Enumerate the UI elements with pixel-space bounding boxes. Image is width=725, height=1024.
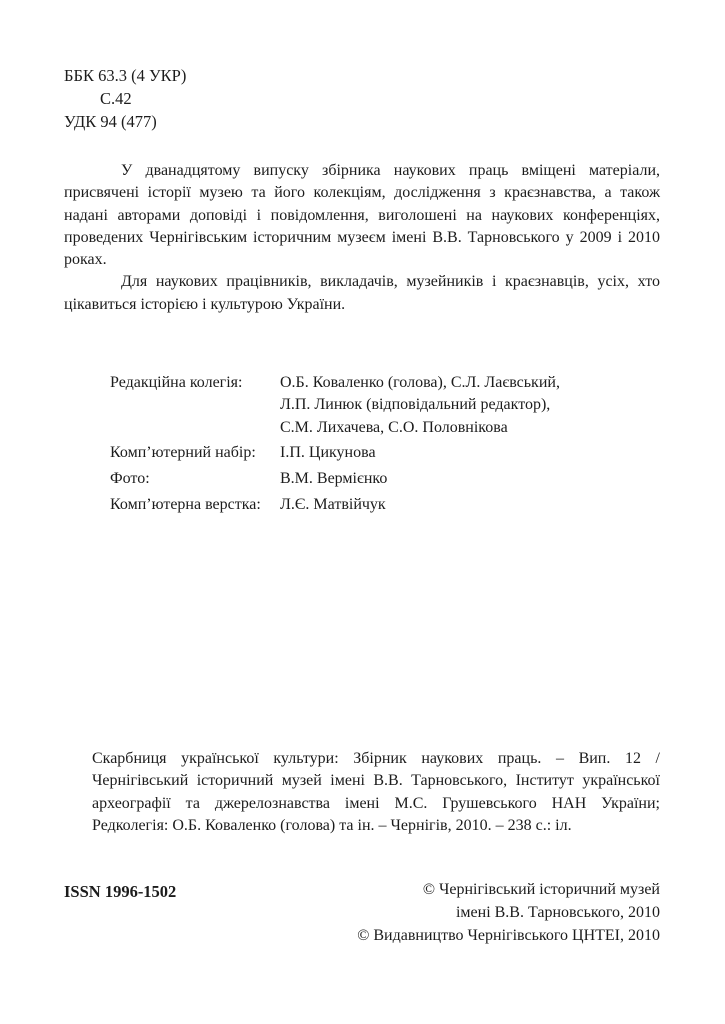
credits-value [280, 468, 590, 490]
catalog-entry [92, 748, 660, 837]
credits-label: Комп’ютерний набір: [110, 444, 256, 462]
credits-label: Редакційна колегія: [110, 374, 243, 391]
credits-value-line: Л.Є. Матвійчук [280, 495, 386, 513]
classification-codes [64, 64, 186, 133]
copyright-line-museum-2: імені В.В. Тарновського, 2010 [455, 904, 660, 921]
credits-value-line: Л.П. Линюк (відповідальний редактор), [280, 396, 551, 414]
author-sign: С.42 [100, 89, 132, 108]
credits-list [110, 372, 590, 520]
bbk-code: ББК 63.3 (4 УКР) [64, 66, 187, 85]
credits-row-layout [110, 494, 590, 516]
credits-label: Комп’ютерна верстка: [110, 495, 261, 513]
catalog-entry-text: Скарбниця української культури: Збірник наукових праць. – Вип. 12 /Чернігівський історичний музей імені В.В. Тарновського, Інститут української археографії та джерелознавства імені М.С. Грушевського НАН України; Редколегія: О.Б. Коваленко (голова) та ін. – Чернігів, 2010. – 238 с.: іл. [92, 750, 660, 834]
copyright-line-publisher: © Видавництво Чернігівського ЦНТЕІ, 2010 [357, 927, 660, 944]
credits-value-line: С.М. Лихачева, С.О. Половнікова [280, 418, 508, 436]
annotation-paragraph-2: Для наукових працівників, викладачів, музейників і краєзнавців, усіх, хто цікавиться історією і культурою України. [64, 273, 660, 313]
credits-value [280, 442, 590, 464]
credits-value [280, 494, 590, 516]
credits-value [280, 372, 590, 439]
credits-value-line: О.Б. Коваленко (голова), С.Л. Лаєвський, [280, 374, 560, 391]
annotation-block [64, 160, 660, 316]
credits-row-typing [110, 442, 590, 464]
annotation-paragraph-1: У дванадцятому випуску збірника наукових праць вміщені матеріали, присвячені історії музею та його колекціям, дослідження з краєзнавства, а також надані авторами доповіді і повідомлення, виголошені на наукових конференціях, проведених Чернігівським історичним музеєм імені В.В. Тарновського у 2009 і 2010 роках. [64, 162, 660, 269]
udk-code: УДК 94 (477) [64, 112, 157, 131]
credits-label: Фото: [110, 470, 150, 488]
credits-row-photo [110, 468, 590, 490]
issn-number: ISSN 1996-1502 [64, 882, 177, 901]
footer [64, 878, 660, 947]
copyright-line-museum: © Чернігівський історичний музей [422, 881, 660, 898]
credits-row-editorial-board [110, 372, 590, 439]
credits-value-line: І.П. Цикунова [280, 444, 376, 462]
credits-value-line: В.М. Вермієнко [280, 470, 388, 488]
